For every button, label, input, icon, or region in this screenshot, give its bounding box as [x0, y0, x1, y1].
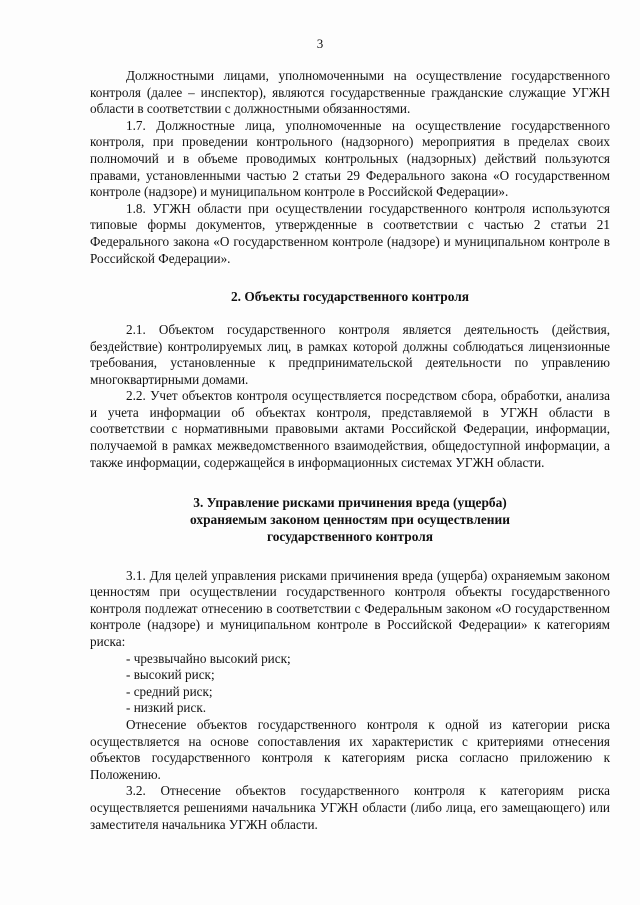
paragraph-3-2: 3.2. Отнесение объектов государственного контроля к категориям риска осуществляется решениями начальника УГЖН области (либо лица, его замещающего) или заместителя начальника УГЖН области.: [90, 783, 610, 832]
risk-category-item: - низкий риск.: [126, 700, 207, 716]
paragraph-inspectors: Должностными лицами, уполномоченными на осуществление государственного контроля (далее – инспектор), являются государственные гражданские служащие УГЖН области в соответствии с должностными обязанностями.: [90, 68, 610, 117]
section-3-heading-line: охраняемым законом ценностям при осуществлении: [190, 512, 510, 528]
risk-category-item: - высокий риск;: [126, 667, 215, 683]
section-3-heading-line: 3. Управление рисками причинения вреда (ущерба): [193, 495, 507, 511]
risk-category-item: - средний риск;: [126, 683, 213, 699]
paragraph-1-8: 1.8. УГЖН области при осуществлении государственного контроля используются типовые формы документов, утвержденные в соответствии с частью 2 статьи 21 Федерального закона «О государственном контроле (надзоре) и муниципальном контроле в Российской Федерации».: [90, 200, 610, 266]
paragraph-2-1: 2.1. Объектом государственного контроля является деятельность (действия, бездействие) контролируемых лиц, в рамках которой должны соблюдаться лицензионные требования, установленные к предпринимательской деятельности по управлению многоквартирными домами.: [90, 321, 610, 387]
paragraph-1-7: 1.7. Должностные лица, уполномоченные на осуществление государственного контроля, при проведении контрольного (надзорного) мероприятия в пределах своих полномочий и в объеме проводимых контрольных (надзорных) действий пользуются правами, установленными частью 2 статьи 29 Федерального закона «О государственном контроле (надзоре) и муниципальном контроле в Российской Федерации».: [90, 117, 610, 200]
section-3-heading-line: государственного контроля: [266, 528, 433, 544]
page-number: 3: [316, 36, 324, 51]
paragraph-3-1: 3.1. Для целей управления рисками причинения вреда (ущерба) охраняемым законом ценностям при осуществлении государственного контроля объекты государственного контроля подлежат отнесению в соответствии с Федеральным законом «О государственном контроле (надзоре) и муниципальном контроле в Российской Федерации» к категориям риска:: [90, 567, 610, 650]
document-body: [90, 68, 610, 833]
section-2-heading: 2. Объекты государственного контроля: [230, 289, 469, 305]
section-3-heading-wrap: [90, 495, 610, 545]
section-2-heading-wrap: [90, 289, 610, 306]
paragraph-risk-attribution: Отнесение объектов государственного контроля к одной из категории риска осуществляется на основе сопоставления их характеристик с критериями отнесения объектов государственного контроля к категориям риска согласно приложению к Положению.: [90, 717, 610, 782]
paragraph-2-2: 2.2. Учет объектов контроля осуществляется посредством сбора, обработки, анализа и учета информации об объектах контроля, представляемой в УГЖН области в соответствии с нормативными правовыми актами Российской Федерации, информации, получаемой в рамках межведомственного взаимодействия, общедоступной информации, а также информации, содержащейся в информационных системах УГЖН области.: [90, 388, 610, 470]
risk-category-item: - чрезвычайно высокий риск;: [126, 650, 291, 666]
risk-category-list: [90, 651, 610, 717]
